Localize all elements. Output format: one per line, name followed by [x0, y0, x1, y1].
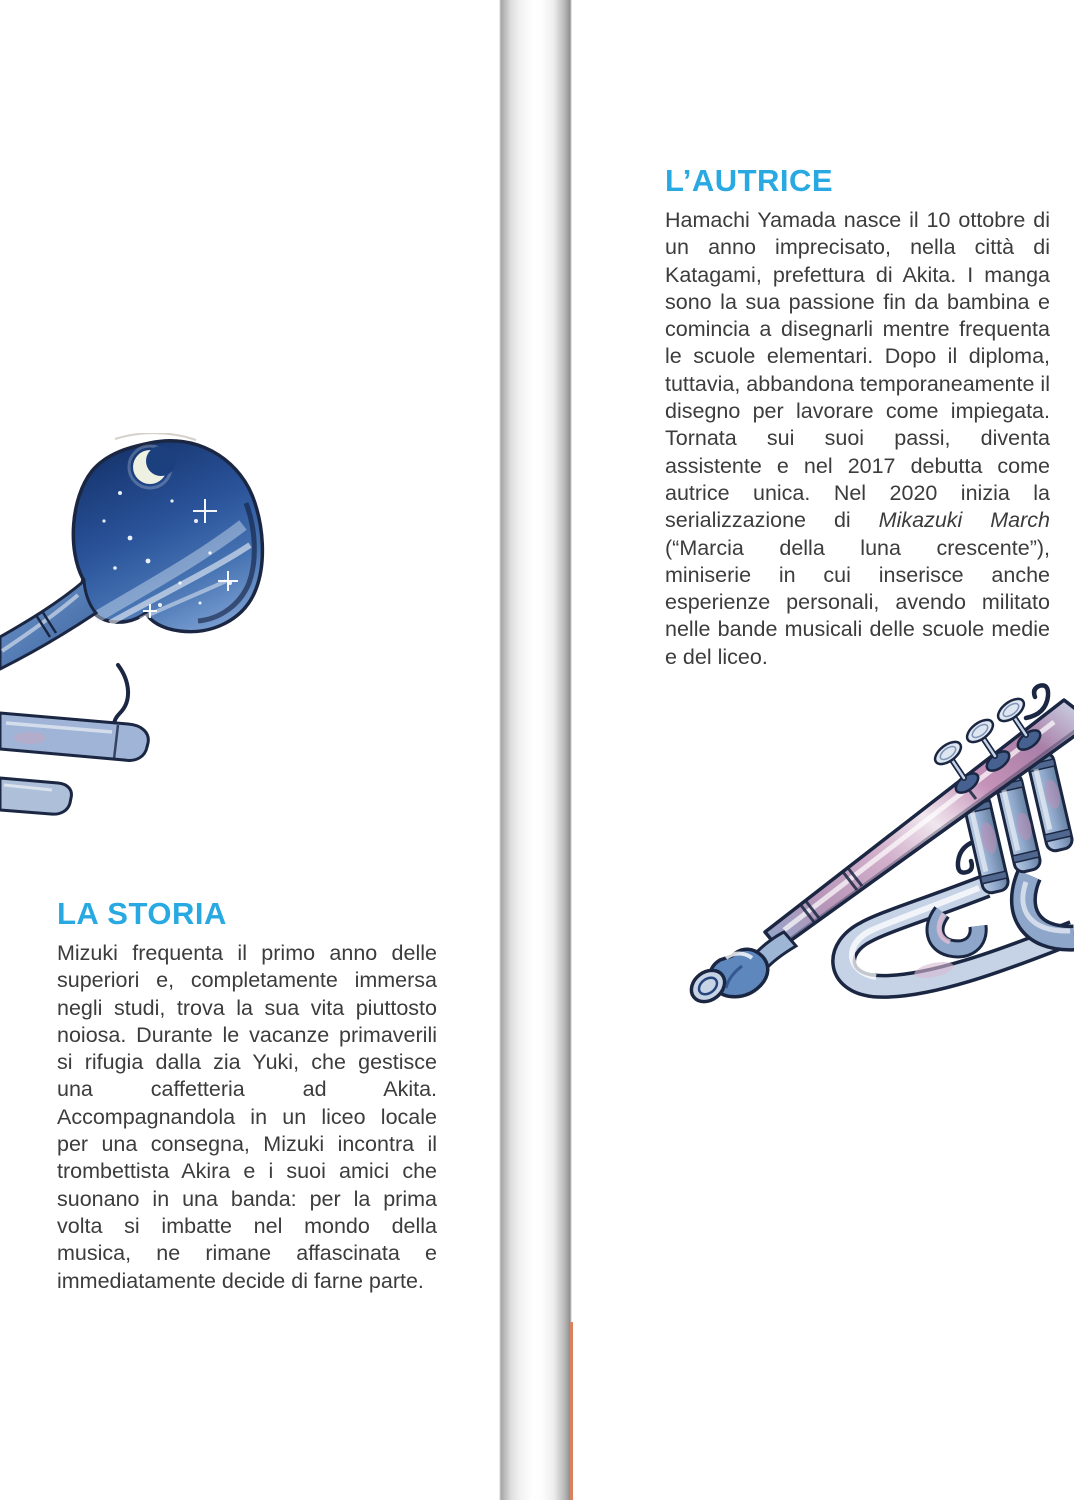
author-paragraph: Hamachi Yamada nasce il 10 ottobre di un anno imprecisato, nella città di Katagami, prefettura di Akita. I manga sono la sua passione fin da bambina e comincia a disegnarli mentre frequenta le scuole elementari. Dopo il diploma, tuttavia, abbandona temporaneamente il disegno per lavorare come impiegata. Tornata sui suoi passi, diventa assistente e nel 2017 debutta come autrice unica. Nel 2020 inizia la serializzazione di Mikazuki March (“Marcia della luna crescente”), miniserie in cui inserisce anche esperienze personali, avendo militato nelle bande musicali delle scuole medie e del liceo. [665, 208, 1050, 669]
story-paragraph: Mizuki frequenta il primo anno delle superiori e, completamente immersa negli studi, trova la sua vita piuttosto noiosa. Durante le vacanze primaverili si rifugia dalla zia Yuki, che gestisce una caffetteria ad Akita. Accompagnandola in un liceo locale per una consegna, Mizuki incontra il trombettista Akira e i suoi amici che suonano in una banda: per la prima volta si imbatte nel mondo della musica, ne rimane affascinata e immediatamente decide di farne parte. [57, 941, 437, 1293]
page-fold-shadow [497, 0, 575, 1500]
trumpet-illustration [684, 660, 1074, 1012]
book-edge-line [570, 1322, 573, 1500]
author-heading: L’AUTRICE [665, 163, 834, 198]
trumpet-bell-illustration [0, 433, 285, 831]
story-heading: LA STORIA [57, 896, 227, 931]
